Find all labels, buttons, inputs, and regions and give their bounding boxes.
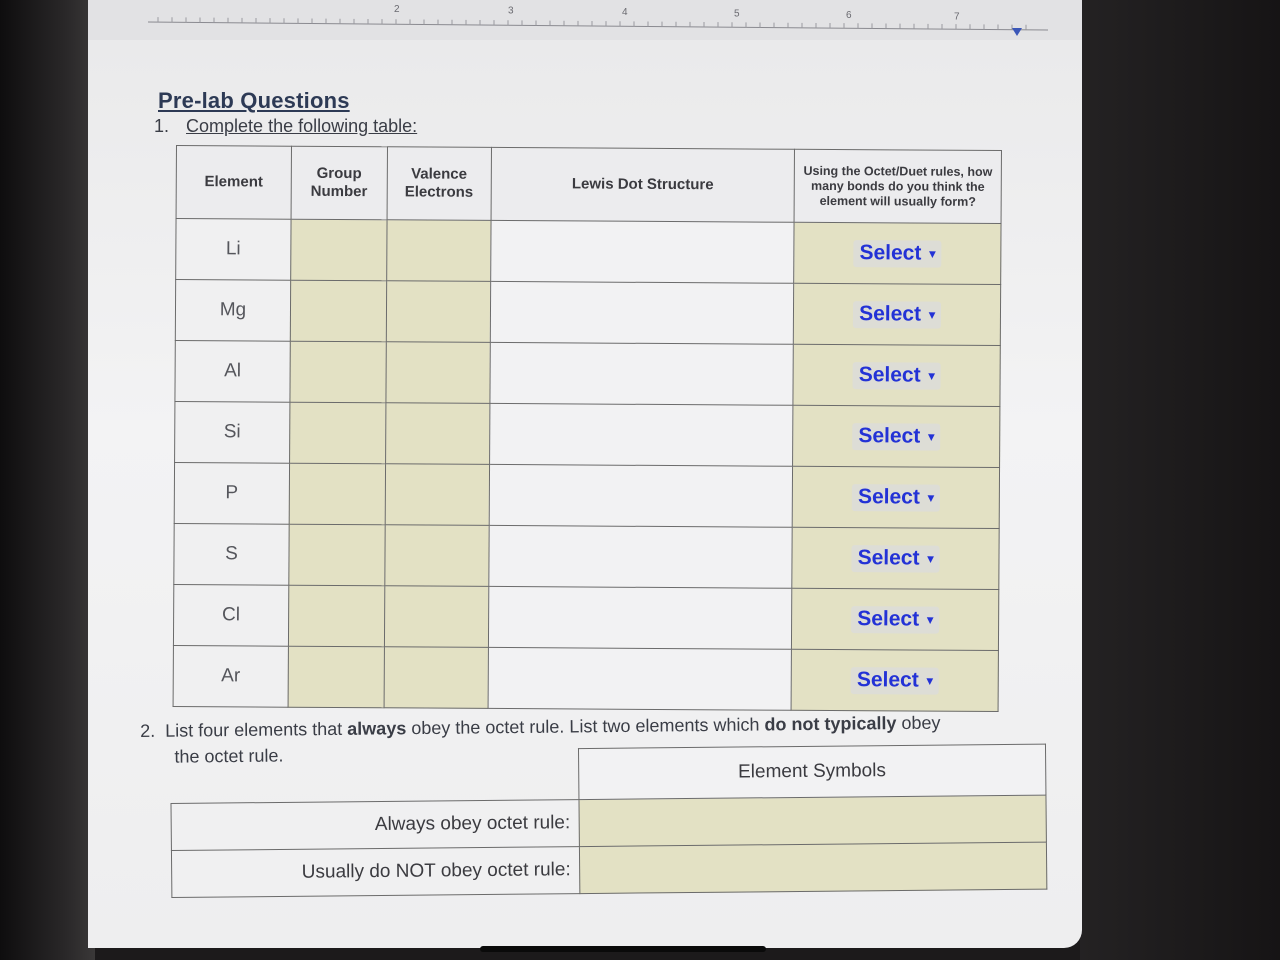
group-number-input[interactable]	[289, 402, 385, 464]
question-2-line-2: the octet rule.	[174, 745, 284, 767]
octet-table-header-row	[171, 744, 1046, 803]
element-symbol-cell: Si	[175, 401, 290, 463]
usually-not-obey-answer-field[interactable]	[579, 842, 1047, 893]
caret-down-icon: ▾	[927, 551, 934, 566]
bonds-select-dropdown[interactable]	[853, 240, 941, 268]
lewis-dot-structure-cell[interactable]	[489, 525, 793, 588]
bonds-select-dropdown[interactable]	[852, 423, 940, 451]
table-row	[175, 401, 1000, 467]
ruler-mark-label: 3	[508, 5, 514, 17]
header-element-symbols: Element Symbols	[578, 744, 1046, 799]
ruler-mark-label: 2	[394, 4, 400, 15]
caret-down-icon: ▾	[926, 673, 933, 688]
lewis-dot-structure-cell[interactable]	[489, 403, 793, 466]
ruler-mark-label: 6	[846, 10, 852, 21]
table-row	[175, 340, 1000, 406]
header-element: Element	[176, 146, 291, 220]
group-number-input[interactable]	[289, 524, 385, 586]
bonds-select-cell	[793, 405, 1000, 467]
select-label: Select	[856, 667, 919, 692]
home-indicator-bar	[480, 946, 766, 952]
element-symbol-cell: P	[174, 462, 289, 524]
lewis-dot-structure-cell[interactable]	[490, 281, 794, 344]
bonds-select-cell	[792, 527, 999, 589]
select-label: Select	[857, 545, 920, 570]
caret-down-icon: ▾	[929, 246, 936, 261]
bonds-select-cell	[793, 283, 1000, 345]
element-symbol-cell: Li	[176, 219, 291, 281]
lewis-dot-structure-cell[interactable]	[488, 647, 792, 710]
header-bonds-question: Using the Octet/Duet rules, how many bonds do you think the element will usually form?	[794, 149, 1001, 223]
header-valence-electrons: Valence Electrons	[387, 147, 491, 221]
header-lewis-dot-structure: Lewis Dot Structure	[491, 147, 795, 222]
table-row	[173, 584, 998, 650]
ruler-mark-label: 4	[622, 7, 628, 18]
question-2-text-a: List four elements that	[165, 718, 348, 741]
select-label: Select	[857, 606, 920, 631]
question-2-text-c: obey	[896, 712, 941, 734]
device-frame-right	[1080, 0, 1280, 960]
question-1-number: 1.	[154, 116, 170, 136]
right-indent-marker-icon[interactable]	[1012, 28, 1022, 36]
valence-electrons-input[interactable]	[384, 647, 488, 709]
bonds-select-cell	[791, 649, 998, 711]
document-page	[88, 0, 1082, 948]
table-row	[175, 280, 1000, 346]
question-2-bold-always: always	[347, 718, 407, 739]
select-label: Select	[858, 423, 921, 448]
group-number-input[interactable]	[290, 341, 386, 403]
octet-rule-table	[170, 744, 1047, 898]
group-number-input[interactable]	[290, 280, 386, 342]
group-number-input[interactable]	[289, 463, 385, 525]
table-row	[174, 523, 999, 589]
caret-down-icon: ▾	[927, 490, 934, 505]
ruler-baseline	[148, 22, 1048, 30]
lewis-dot-structure-cell[interactable]	[488, 586, 792, 649]
lewis-dot-structure-cell[interactable]	[490, 342, 794, 405]
lewis-dot-structure-cell[interactable]	[490, 220, 794, 283]
select-label: Select	[859, 301, 922, 326]
valence-electrons-input[interactable]	[385, 403, 489, 465]
always-obey-answer-field[interactable]	[579, 795, 1047, 846]
valence-electrons-input[interactable]	[385, 464, 489, 526]
horizontal-ruler	[88, 0, 1082, 40]
valence-electrons-input[interactable]	[386, 220, 490, 282]
question-1	[154, 116, 417, 137]
lewis-dot-structure-cell[interactable]	[489, 464, 793, 527]
caret-down-icon: ▾	[927, 612, 934, 627]
usually-not-obey-row	[171, 842, 1046, 897]
question-2-text-b: obey the octet rule. List two elements which	[406, 714, 765, 739]
device-frame-left	[0, 0, 95, 960]
ruler-mark-label: 5	[734, 8, 740, 20]
select-label: Select	[858, 362, 921, 387]
bonds-select-cell	[792, 588, 999, 650]
element-symbol-cell: S	[174, 523, 289, 585]
bonds-select-dropdown[interactable]	[851, 606, 939, 634]
bonds-select-cell	[792, 466, 999, 528]
select-label: Select	[859, 240, 922, 265]
table-row	[176, 219, 1001, 285]
valence-electrons-input[interactable]	[385, 525, 489, 587]
always-obey-label: Always obey octet rule:	[171, 800, 579, 851]
table-row	[174, 462, 999, 528]
bonds-select-dropdown[interactable]	[853, 301, 941, 329]
valence-electrons-input[interactable]	[384, 586, 488, 648]
group-number-input[interactable]	[291, 219, 387, 281]
elements-table	[173, 145, 1002, 712]
element-symbol-cell: Al	[175, 340, 290, 402]
bonds-select-cell	[794, 222, 1001, 284]
usually-not-obey-label: Usually do NOT obey octet rule:	[171, 847, 579, 898]
group-number-input[interactable]	[288, 585, 384, 647]
question-2-number: 2.	[140, 720, 156, 741]
question-1-text: Complete the following table:	[186, 116, 418, 136]
element-symbol-cell: Ar	[173, 645, 288, 707]
octet-table-empty-corner	[171, 749, 579, 804]
caret-down-icon: ▾	[928, 429, 935, 444]
question-2-bold-do-not: do not typically	[764, 713, 897, 735]
always-obey-row	[171, 795, 1046, 850]
select-label: Select	[857, 484, 920, 509]
caret-down-icon: ▾	[928, 307, 936, 322]
element-symbol-cell: Cl	[173, 584, 288, 646]
bonds-select-dropdown[interactable]	[852, 545, 940, 573]
valence-electrons-input[interactable]	[386, 342, 490, 404]
group-number-input[interactable]	[288, 646, 384, 708]
bonds-select-cell	[793, 344, 1000, 406]
bonds-select-dropdown[interactable]	[852, 484, 940, 512]
page-title: Pre-lab Questions	[158, 88, 350, 113]
caret-down-icon: ▾	[928, 368, 935, 383]
table-row	[173, 645, 998, 711]
valence-electrons-input[interactable]	[386, 281, 490, 343]
table-header-row	[176, 146, 1001, 224]
bonds-select-dropdown[interactable]	[853, 362, 941, 390]
element-symbol-cell: Mg	[175, 280, 290, 342]
bonds-select-dropdown[interactable]	[851, 667, 939, 695]
header-group-number: Group Number	[291, 146, 387, 220]
ruler-mark-label: 7	[954, 11, 960, 23]
